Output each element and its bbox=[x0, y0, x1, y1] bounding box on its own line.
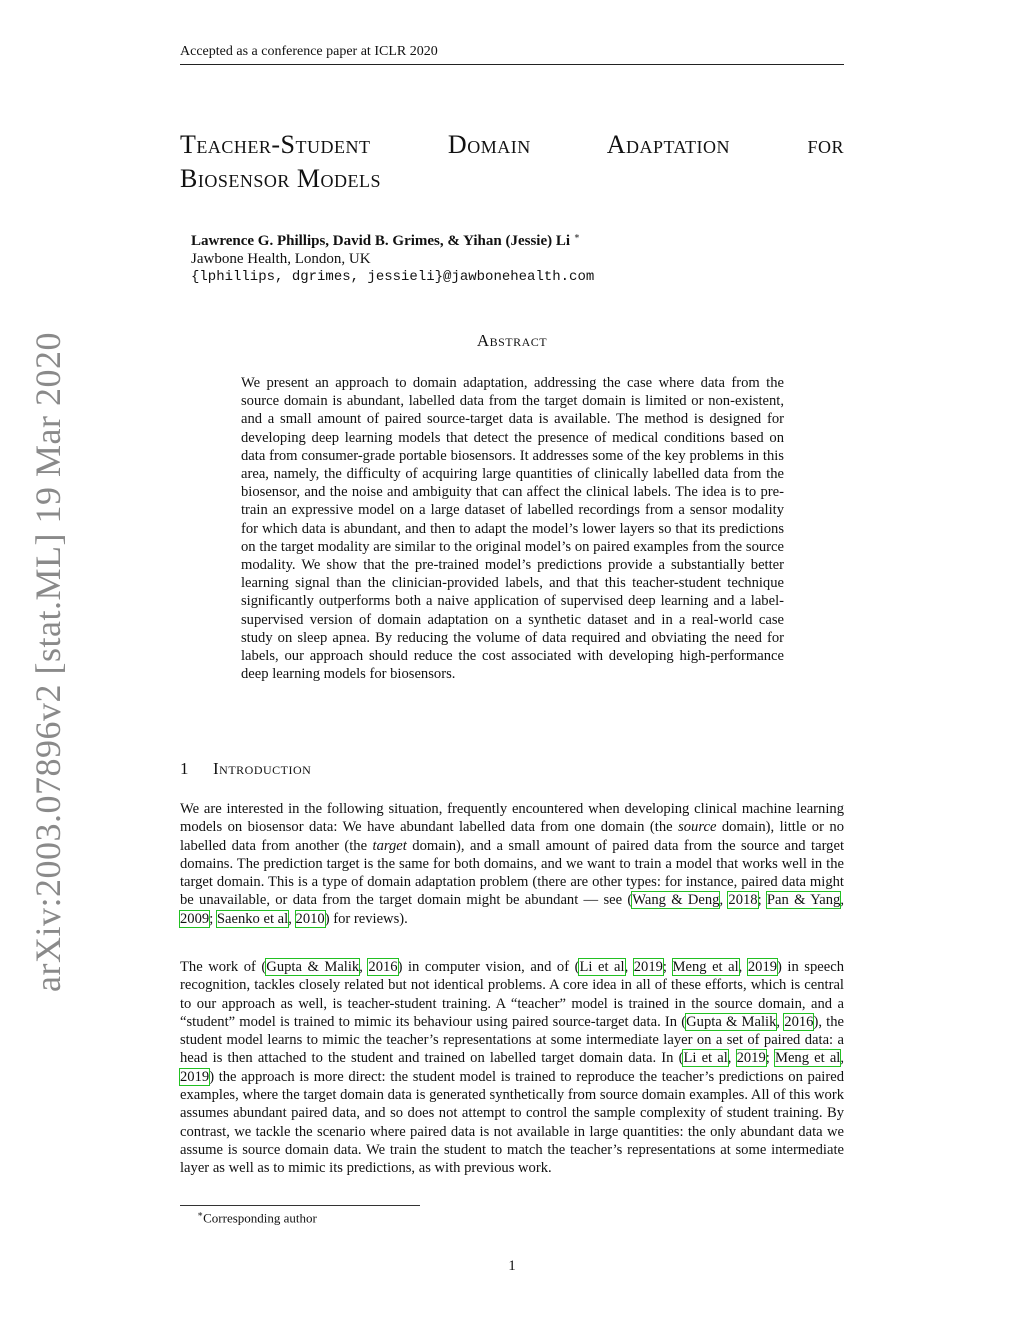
intro-paragraph-1: We are interested in the following situation, frequently encountered when developing clinical machine learning models on biosensor data: We have abundant labelled data from one domain (the source domain), little or no labelled data from another (the target domain), and a small amount of paired data from the source and target domains. The prediction target is the same for both domains, and we want to train a model that works well in the target domain. This is a type of domain adaptation problem (there are other types: for instance, paired data might be unavailable, or data from the target domain might be abundant — see (Wang & Deng, 2018; Pan & Yang, 2009; Saenko et al, 2010) for reviews). bbox=[180, 801, 845, 927]
abstract-heading: Abstract bbox=[476, 331, 548, 350]
citation-link[interactable]: Li et al bbox=[579, 959, 625, 975]
citation-year-link[interactable]: 2019 bbox=[180, 1068, 210, 1085]
paper-title bbox=[180, 128, 844, 196]
citation-link[interactable]: Gupta & Malik bbox=[686, 1013, 777, 1030]
citation-year-link[interactable]: 2016 bbox=[784, 1013, 814, 1030]
citation-link[interactable]: Pan & Yang bbox=[766, 892, 841, 909]
author-footnote-marker[interactable]: ∗ bbox=[573, 231, 580, 241]
author-emails: {lphillips, dgrimes, jessieli}@jawbonehealth.com bbox=[191, 269, 595, 285]
citation-year-link[interactable]: 2018 bbox=[728, 892, 758, 909]
emphasis-target: target bbox=[372, 837, 407, 854]
footnote-text: Corresponding author bbox=[203, 1210, 317, 1226]
citation-link[interactable]: Li et al bbox=[683, 1050, 728, 1067]
affiliation: Jawbone Health, London, UK bbox=[191, 251, 371, 267]
title-line-2: Biosensor Models bbox=[180, 164, 381, 193]
footnote-marker: ∗ bbox=[197, 1209, 204, 1219]
citation-link[interactable]: Gupta & Malik bbox=[266, 959, 360, 975]
citation-year-link[interactable]: 2010 bbox=[295, 910, 325, 927]
author-names: Lawrence G. Phillips, David B. Grimes, & Yihan (Jessie) Li bbox=[191, 233, 571, 249]
citation-year-link[interactable]: 2016 bbox=[368, 959, 398, 975]
section-title: Introduction bbox=[213, 759, 312, 778]
emphasis-source: source bbox=[678, 819, 717, 836]
section-heading-introduction bbox=[180, 759, 311, 779]
author-block bbox=[191, 227, 594, 286]
title-line-1: Teacher-Student Domain Adaptation for bbox=[180, 130, 844, 159]
section-number: 1 bbox=[180, 759, 189, 778]
footnote-rule bbox=[180, 1205, 420, 1206]
citation-year-link[interactable]: 2019 bbox=[633, 959, 663, 975]
citation-year-link[interactable]: 2019 bbox=[747, 959, 778, 975]
footnote bbox=[197, 1209, 317, 1226]
abstract-text: We present an approach to domain adaptation, addressing the case where data from the source domain is abundant, labelled data from the target domain is limited or non-existent, and a small amount of paired source-target data is available. The method is designed for developing deep learning models that detect the presence of medical conditions based on data from consumer-grade portable biosensors. It addresses some of the key problems in this area, namely, the difficulty of acquiring large quantities of clinically labelled data from the biosensor, and the noise and ambiguity that can affect the clinical labels. The idea is to pre-train an expressive model on a large dataset of labelled recordings from a sensor modality for which data is abundant, and then to adapt the model’s lower layers so that its predictions on the target modality are similar to the original model’s on paired examples from the source modality. We show that the pre-trained model’s predictions provide a substantially better learning signal than the clinician-provided labels, and that this teacher-student technique significantly outperforms both a naive application of supervised deep learning and a label-supervised version of domain adaptation on a synthetic dataset and in a real-world case study on sleep apnea. By reducing the volume of data required and obviating the need for labels, our approach should reduce the cost associated with developing high-performance deep learning models for biosensors. bbox=[241, 375, 784, 683]
citation-link[interactable]: Meng et al bbox=[774, 1050, 841, 1067]
intro-paragraph-2: The work of (Gupta & Malik, 2016) in computer vision, and of (Li et al, 2019; Meng et al, 2019) in speech recognition, tackles closely related but not identical problems. A core idea in all of these efforts, which is central to our approach as well, is teacher-student training. A “teacher” model is trained in the source domain, and a “student” model is trained to mimic its behaviour using paired source-target data. In (Gupta & Malik, 2016), the student model learns to mimic the teacher’s representations at some intermediate layer on a set of paired data: a head is then attached to the student and trained on labelled target domain data. In (Li et al, 2019; Meng et al, 2019) the approach is more direct: the student model is trained to reproduce the teacher’s predictions on paired examples, where the target domain data is generated synthetically from source domain examples. All of this work assumes abundant paired data, and so does not attempt to control the sample complexity of student training. By contrast, we tackle the scenario where paired data is not available in large quantities: the only abundant data we assume is source domain data. We train the student to match the teacher’s representations at some intermediate layer as well as to mimic its predictions, as with previous work. bbox=[180, 959, 845, 1177]
citation-year-link[interactable]: 2019 bbox=[736, 1050, 766, 1067]
citation-year-link[interactable]: 2009 bbox=[180, 910, 210, 927]
citation-link[interactable]: Meng et al bbox=[672, 959, 739, 975]
citation-link[interactable]: Wang & Deng bbox=[632, 892, 720, 909]
arxiv-stamp: arXiv:2003.07896v2 [stat.ML] 19 Mar 2020 bbox=[28, 332, 68, 992]
running-header: Accepted as a conference paper at ICLR 2020 bbox=[180, 44, 844, 65]
citation-link[interactable]: Saenko et al bbox=[216, 910, 289, 927]
page-number: 1 bbox=[508, 1258, 516, 1274]
